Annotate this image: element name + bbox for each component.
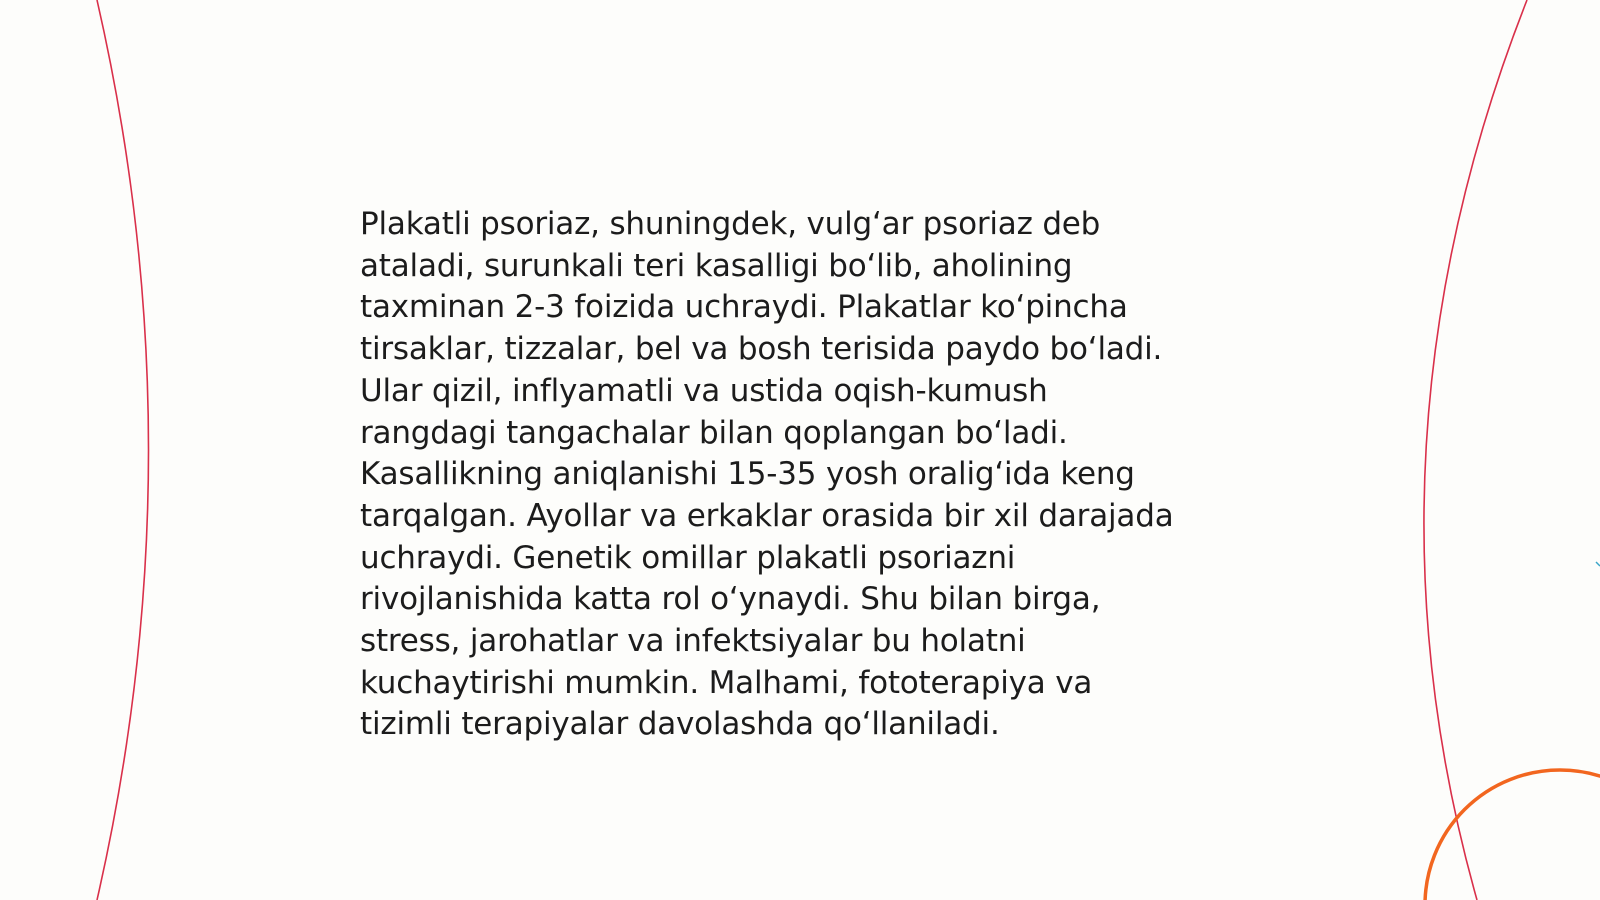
orange-circle-outline bbox=[1425, 770, 1600, 900]
body-paragraph: Plakatli psoriaz, shuningdek, vulg‘ar psoriaz deb ataladi, surunkali teri kasalligi bo‘lib, aholining taxminan 2-3 foizida uchraydi. Plakatlar ko‘pincha tirsaklar, tizzalar, bel va bosh terisida paydo bo‘ladi. Ular qizil, inflyamatli va ustida oqish-kumush rangdagi tangachalar bilan qoplangan bo‘ladi. Kasallikning aniqlanishi 15-35 yosh oralig‘ida keng tarqalgan. Ayollar va erkaklar orasida bir xil darajada uchraydi. Genetik omillar plakatli psoriazni rivojlanishida katta rol o‘ynaydi. Shu bilan birga, stress, jarohatlar va infektsiyalar bu holatni kuchaytirishi mumkin. Malhami, fototerapiya va tizimli terapiyalar davolashda qo‘llaniladi. bbox=[360, 206, 1174, 743]
small-blue-mark bbox=[1596, 562, 1600, 566]
right-arc-curve bbox=[1424, 0, 1527, 900]
left-arc-curve bbox=[97, 0, 149, 900]
